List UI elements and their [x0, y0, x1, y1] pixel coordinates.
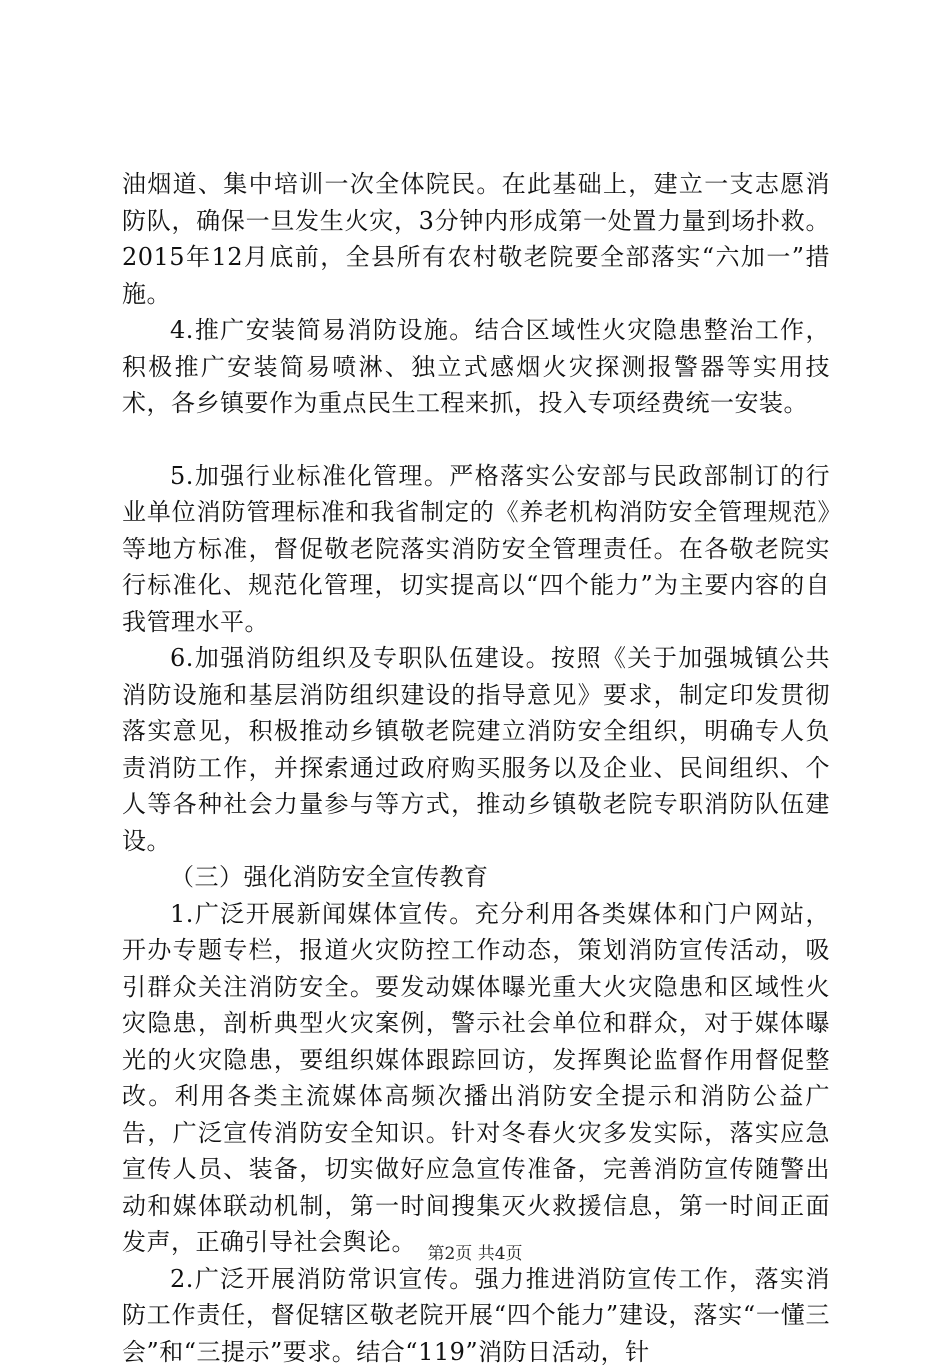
- paragraph-item-6: 6.加强消防组织及专职队伍建设。按照《关于加强城镇公共消防设施和基层消防组织建设的指导意见》要求，制定印发贯彻落实意见，积极推动乡镇敬老院建立消防安全组织，明确专人负责消防工作，并探索通过政府购买服务以及企业、民间组织、个人等各种社会力量参与等方式，推动乡镇敬老院专职消防队伍建设。: [122, 640, 830, 859]
- paragraph-item-5: 5.加强行业标准化管理。严格落实公安部与民政部制订的行业单位消防管理标准和我省制定的《养老机构消防安全管理规范》等地方标准，督促敬老院落实消防安全管理责任。在各敬老院实行标准化、规范化管理，切实提高以“四个能力”为主要内容的自我管理水平。: [122, 458, 830, 641]
- document-body: [122, 166, 830, 1370]
- section-heading: （三）强化消防安全宣传教育: [122, 859, 830, 896]
- paragraph-item-1: 1.广泛开展新闻媒体宣传。充分利用各类媒体和门户网站，开办专题专栏，报道火灾防控工作动态，策划消防宣传活动，吸引群众关注消防安全。要发动媒体曝光重大火灾隐患和区域性火灾隐患，剖析典型火灾案例，警示社会单位和群众，对于媒体曝光的火灾隐患，要组织媒体跟踪回访，发挥舆论监督作用督促整改。利用各类主流媒体高频次播出消防安全提示和消防公益广告，广泛宣传消防安全知识。针对冬春火灾多发实际，落实应急宣传人员、装备，切实做好应急宣传准备，完善消防宣传随警出动和媒体联动机制，第一时间搜集灭火救援信息，第一时间正面发声，正确引导社会舆论。: [122, 896, 830, 1261]
- page-number-footer: 第2页 共4页: [0, 1243, 950, 1265]
- paragraph-item-4: 4.推广安装简易消防设施。结合区域性火灾隐患整治工作，积极推广安装简易喷淋、独立式感烟火灾探测报警器等实用技术，各乡镇要作为重点民生工程来抓，投入专项经费统一安装。: [122, 312, 830, 422]
- paragraph-continuation: 油烟道、集中培训一次全体院民。在此基础上，建立一支志愿消防队，确保一旦发生火灾，3分钟内形成第一处置力量到场扑救。2015年12月底前，全县所有农村敬老院要全部落实“六加一”措施。: [122, 166, 830, 312]
- paragraph-item-2: 2.广泛开展消防常识宣传。强力推进消防宣传工作，落实消防工作责任，督促辖区敬老院开展“四个能力”建设，落实“一懂三会”和“三提示”要求。结合“119”消防日活动，针: [122, 1261, 830, 1370]
